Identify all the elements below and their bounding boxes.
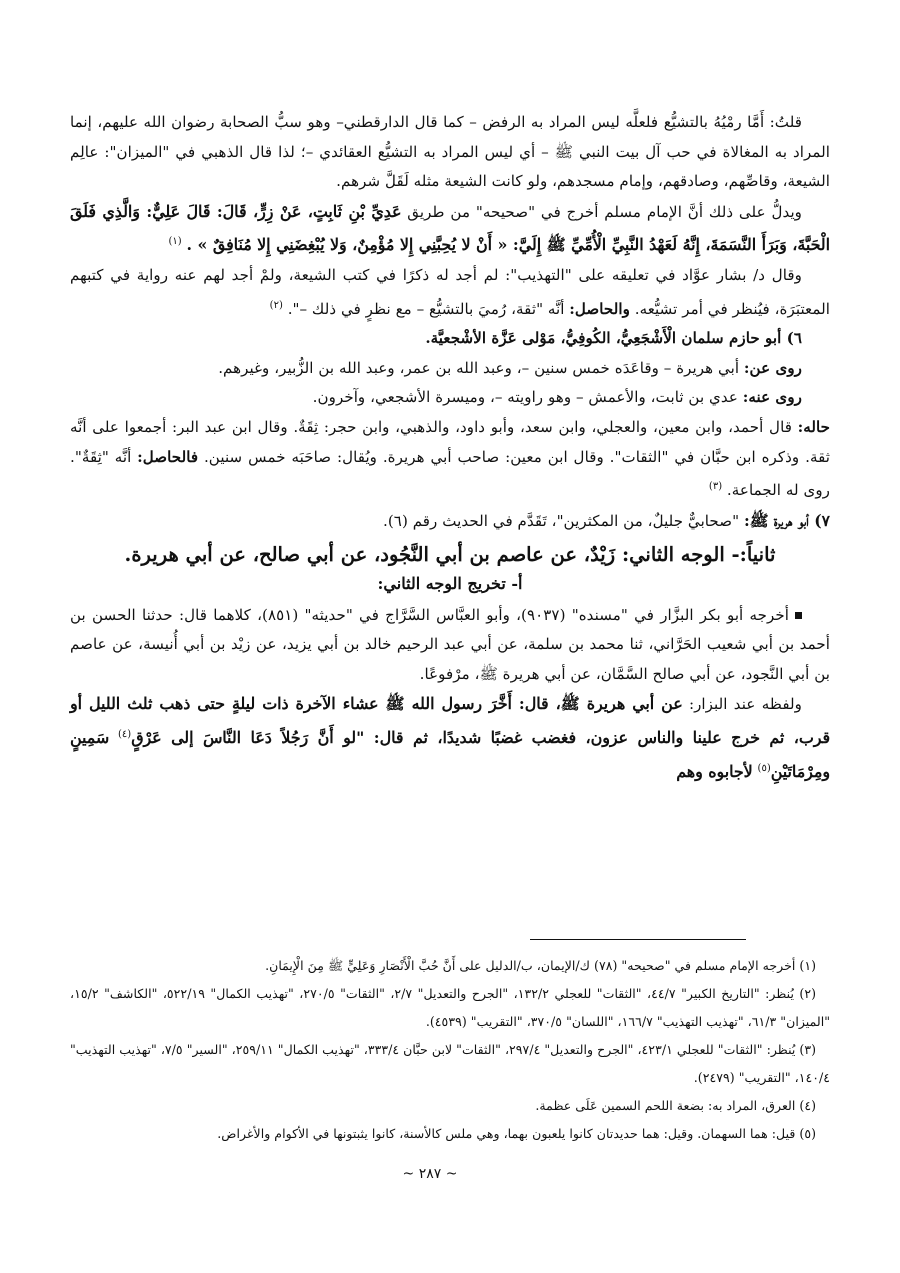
footnote-ref-4: (٤) [118, 728, 132, 740]
rawa-an-label: روى عن: [743, 358, 802, 377]
footnote-1: (١) أخرجه الإمام مسلم في "صحيحه" (٧٨) ك/الإيمان، ب/الدليل على أَنَّ حُبَّ الْأَنْصَارِ وَعَلِيٍّ ﷺ مِنَ الْإِيمَانِ. [265, 958, 816, 973]
lafz-lead: ولفظه عند البزار: [688, 695, 802, 714]
hadith-quote: عَدِيِّ بْنِ ثَابِتٍ، عَنْ زِرٍّ، قَالَ: قَالَ عَلِيٌّ: وَالَّذِي فَلَقَ الْحَبَّةَ، وَبَرَأَ النَّسَمَةَ، إِنَّهُ لَعَهْدُ النَّبِيِّ الْأُمِّيِّ ﷺ إِلَيَّ: « أَنْ لا يُحِبَّنِي إِلا مُؤْمِنٌ، وَلا يُبْغِضَنِي إِلا مُنَافِقٌ » . [70, 201, 830, 255]
rawa-an-text: أبي هريرة – وقاعَدَه خمس سنين –، وعبد الله بن عمر، وعبد الله بن الزُّبير، وغيرهم. [218, 358, 740, 377]
lafz-quote: عن أبي هريرة ﷺ، قال: أَخَّرَ رسول الله ﷺ عشاء الآخرة ذات ليلةٍ حتى ذهب ثلث الليل أو قرب، ثم خرج علينا والناس عزون، فغضب غضبًا شديدًا، ثم قال: "لو أَنَّ رَجُلاً دَعَا النَّاسَ إلى عَرْقٍ [70, 694, 830, 747]
narrator-6-status [70, 413, 830, 506]
status-text: قال أحمد، وابن معين، والعجلي، وابن سعد، وأبو داود، والذهبي، وابن حجر: ثِقَةٌ. وقال ابن عبد البر: أجمعوا على أنَّه ثقة. وذكره ابن حبَّان في "الثقات". وقال ابن معين: صاحب أبي هريرة. ويُقال: صاحَبَه خمس سنين. [70, 418, 830, 466]
bullet-square-icon [795, 612, 802, 619]
paragraph-text: قلتُ: أَمَّا رمْيُهُ بالتشيُّع فلعلَّه ليس المراد به الرفض – كما قال الدارقطني– وهو سبُّ الصحابة رضوان الله عليهم، إنما المراد به المغالاة في حب آل بيت النبي ﷺ – أي ليس المراد به التشيُّع العقائدي –؛ لذا قال الذهبي في "الميزان": عالِم الشيعة، وقاصِّهم، وصادقهم، وإمام مسجدهم، ولو كانت الشيعة مثله لَقَلَّ شرهم. [70, 113, 830, 191]
narrator-6-rawa-an [70, 354, 830, 384]
footnote-ref-3: (٣) [708, 481, 723, 493]
conclusion-text: أنَّه "ثقة، رُميَ بالتشيُّع – مع نظرٍ في ذلك –". [287, 299, 565, 318]
paragraph-bashar [70, 261, 830, 324]
footnotes [70, 952, 830, 1148]
narrator-6-title: ٦) أبو حازم سلمان الْأَشْجَعِيُّ، الكُوفِيُّ، مَوْلى عَزَّة الأشْجعيَّة. [425, 329, 802, 348]
rawa-anhu-text: عدي بن ثابت، والأعمش – وهو راويته –، وميسرة الأشجعي، وآخرون. [312, 388, 738, 407]
rawa-anhu-label: روى عنه: [742, 388, 802, 407]
lafz-quote-mid: سَمِينٍ ومِرْمَاتَيْنِ [70, 727, 830, 781]
paragraph-lead: وقال د/ بشار عوَّاد في تعليقه على "التهذيب": لم أجد له ذكرًا في كتب الشيعة، ولمْ أجد لهم عنه رواية في كتبهم المعتبَرَة، فيُنظر في أمر تشيُّعه. [70, 266, 830, 318]
conclusion-label: والحاصل: [569, 299, 630, 318]
narrator-7-text: "صحابيٌّ جليلٌ، من المكثرين"، تَقَدَّم في الحديث رقم (٦). [383, 511, 740, 530]
footnote-ref-2: (٢) [269, 299, 283, 311]
footnote-divider [530, 939, 746, 940]
page-number: ~ ٢٨٧ ~ [402, 1166, 458, 1182]
paragraph-lead: ويدلُّ على ذلك أنَّ الإمام مسلم أخرج في "صحيحه" من طريق [407, 202, 803, 221]
narrator-7 [70, 506, 830, 537]
narrator-6-heading [70, 324, 830, 354]
conclusion-text: أنَّه "ثِقَةٌ". روى له الجماعة. [70, 447, 830, 500]
footnote-ref-1: (١) [168, 236, 182, 248]
narrator-7-title: ٧) أبو هريرة ﷺ: [743, 510, 830, 530]
takhrij-text: أخرجه أبو بكر البزَّار في "مسنده" (٩٠٣٧)، وأبو العبَّاس السَّرَّاج في "حديثه" (٨٥١)، كلاهما قال: حدثنا الحسن بن أحمد بن أبي شعيب الحَرَّاني، ثنا محمد بن سلمة، عن أبي عبد الرحيم خالد بن أبي يزيد، عن زيْد بن أبي أُنيسة، عن عاصم بن أبي النَّجود، عن أبي صالح السَّمَّان، عن أبي هريرة ﷺ، مرْفوعًا. [70, 605, 830, 683]
sub-heading-takhrij: أ- تخريج الوجه الثاني: [377, 573, 523, 593]
footnote-ref-5: (٥) [757, 762, 771, 774]
paragraph-takhrij [70, 601, 830, 690]
footnote-4: (٤) العرق، المراد به: بضعة اللحم السمين عَلَى عظمة. [535, 1098, 816, 1113]
section-heading-second-aspect: ثانياً:- الوجه الثاني: زَيْدٌ، عن عاصم بن أبي النَّجُود، عن أبي صالح، عن أبي هريرة. [124, 542, 776, 566]
footnote-2: (٢) يُنظر: "التاريخ الكبير" ٤٤/٧، "الثقات" للعجلي ١٣٢/٢، "الجرح والتعديل" ٢/٧، "الثقات" ٢٧٠/٥، "تهذيب الكمال" ٥٢٢/١٩، "الكاشف" ١٥/٢، "الميزان" ٦١/٣، "تهذيب التهذيب" ١٦٦/٧، "اللسان" ٣٧٠/٥، "التقريب" (٤٥٣٩). [70, 986, 830, 1029]
paragraph-tashayyu [70, 108, 830, 197]
footnote-5: (٥) قيل: هما السهمان. وقيل: هما حديدتان كانوا يلعبون بهما، وهي ملس كالأسنة، كانوا يثبتونها في الأكوام والأغراض. [217, 1126, 816, 1141]
conclusion-label: فالحاصل: [137, 447, 199, 466]
paragraph-lafz [70, 689, 830, 787]
footnote-3: (٣) يُنظر: "الثقات" للعجلي ٤٢٣/١، "الجرح والتعديل" ٢٩٧/٤، "الثقات" لابن حبَّان ٣٣٣/٤، "تهذيب الكمال" ٢٥٩/١١، "السير" ٧/٥، "تهذيب التهذيب" ١٤٠/٤، "التقريب" (٢٤٧٩). [70, 1042, 830, 1085]
narrator-6-rawa-anhu [70, 383, 830, 413]
status-label: حاله: [797, 418, 830, 437]
page-body [70, 108, 830, 787]
paragraph-muslim-evidence [70, 197, 830, 261]
lafz-quote-end: لأجابوه وهم [676, 761, 753, 781]
